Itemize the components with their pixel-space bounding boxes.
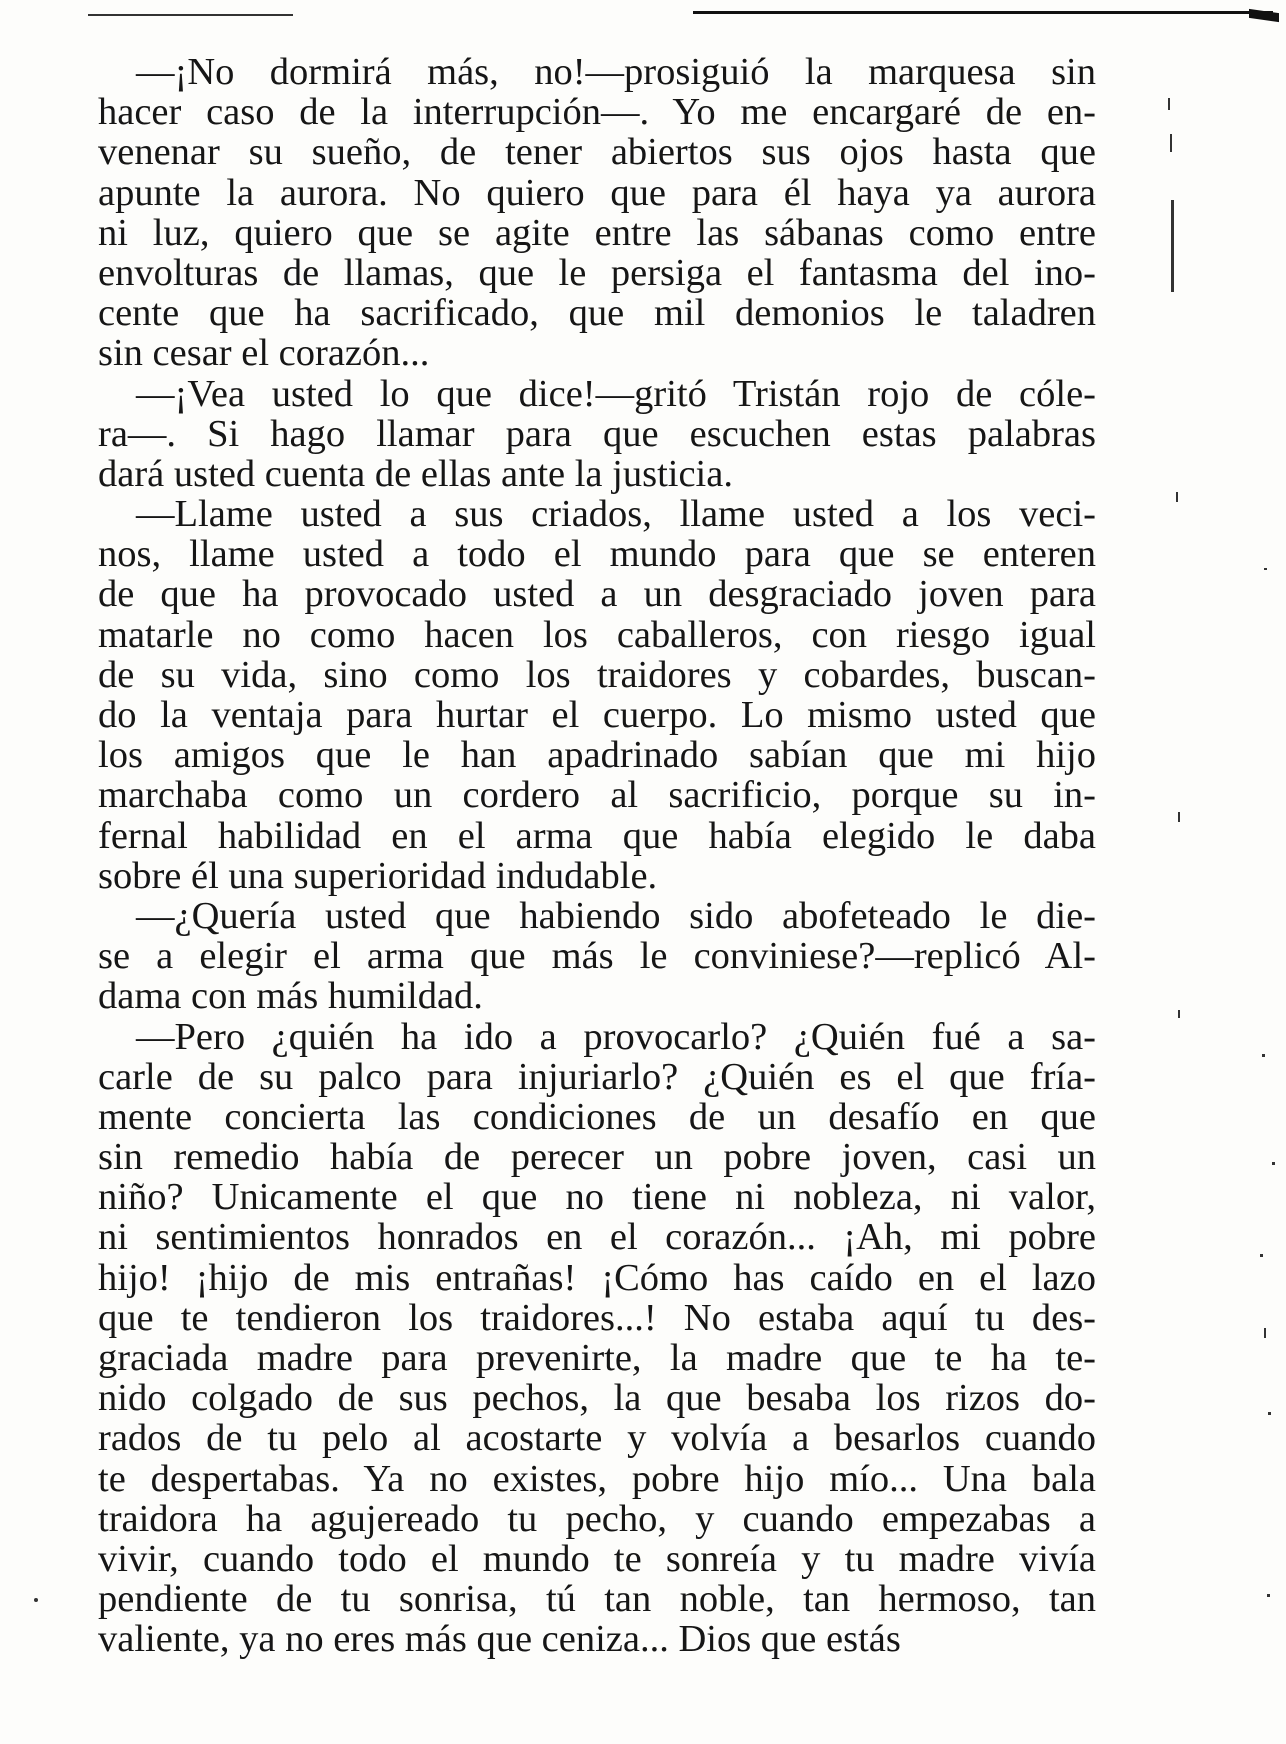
top-rule-right xyxy=(693,11,1273,14)
margin-speck xyxy=(1170,134,1172,152)
text-line: —Llame usted a sus criados, llame usted a los veci- xyxy=(136,493,1096,536)
text-line: sin remedio había de perecer un pobre joven, casi un xyxy=(98,1136,1096,1179)
text-line: do la ventaja para hurtar el cuerpo. Lo mismo usted que xyxy=(98,694,1096,736)
text-line: traidora ha agujereado tu pecho, y cuando empezabas a xyxy=(98,1497,1096,1540)
text-line: ni luz, quiero que se agite entre las sábanas como entre xyxy=(98,211,1096,254)
margin-speck xyxy=(1171,200,1174,292)
text-line: —¿Quería usted que habiendo sido abofeteado le die- xyxy=(136,894,1096,937)
text-line: vivir, cuando todo el mundo te sonreía y tu madre vivía xyxy=(98,1537,1096,1580)
top-rule-left xyxy=(88,14,293,16)
text-line: ra—. Si hago llamar para que escuchen estas palabras xyxy=(98,412,1096,455)
text-line: sin cesar el corazón... xyxy=(98,332,430,375)
body-text xyxy=(98,52,1096,1660)
text-line: dama con más humildad. xyxy=(98,975,483,1018)
paragraph xyxy=(98,374,1096,495)
text-line: venenar su sueño, de tener abiertos sus ojos hasta que xyxy=(98,131,1096,174)
margin-speck xyxy=(1268,1412,1271,1415)
text-line: se a elegir el arma que más le conviniese?—replicó Al- xyxy=(98,935,1096,978)
text-line: —Pero ¿quién ha ido a provocarlo? ¿Quién fué a sa- xyxy=(136,1015,1096,1058)
margin-speck xyxy=(1176,492,1178,502)
text-line: de su vida, sino como los traidores y cobardes, buscan- xyxy=(98,653,1096,696)
margin-speck xyxy=(1264,1328,1266,1338)
margin-speck xyxy=(1178,812,1180,822)
text-line: te despertabas. Ya no existes, pobre hijo mío... Una bala xyxy=(98,1457,1096,1500)
paragraph xyxy=(98,52,1096,374)
margin-speck xyxy=(1260,1254,1263,1257)
margin-speck xyxy=(1168,98,1170,110)
text-line: cente que ha sacrificado, que mil demonios le taladren xyxy=(98,292,1096,335)
text-line: nido colgado de sus pechos, la que besaba los rizos do- xyxy=(98,1377,1096,1420)
margin-speck xyxy=(1264,568,1267,570)
margin-speck xyxy=(1178,1010,1180,1018)
text-line: marchaba como un cordero al sacrificio, porque su in- xyxy=(98,774,1096,817)
text-line: fernal habilidad en el arma que había elegido le daba xyxy=(98,814,1096,857)
text-line: rados de tu pelo al acostarte y volvía a besarlos cuando xyxy=(98,1417,1096,1460)
text-line: graciada madre para prevenirte, la madre que te ha te- xyxy=(98,1337,1096,1379)
text-line: ni sentimientos honrados en el corazón... ¡Ah, mi pobre xyxy=(98,1216,1096,1259)
text-line: nos, llame usted a todo el mundo para que se enteren xyxy=(98,533,1096,576)
text-line: pendiente de tu sonrisa, tú tan noble, tan hermoso, tan xyxy=(98,1578,1096,1621)
paragraph xyxy=(98,494,1096,896)
text-line: sobre él una superioridad indudable. xyxy=(98,854,658,897)
text-line: apunte la aurora. No quiero que para él haya ya aurora xyxy=(98,171,1096,214)
text-line: matarle no como hacen los caballeros, con riesgo igual xyxy=(98,613,1096,656)
text-line: de que ha provocado usted a un desgraciado joven para xyxy=(98,573,1096,616)
margin-speck xyxy=(1267,1594,1270,1597)
margin-speck xyxy=(1272,1162,1275,1165)
text-line: dará usted cuenta de ellas ante la justicia. xyxy=(98,452,733,495)
margin-speck xyxy=(1262,1054,1265,1057)
text-line: —¡Vea usted lo que dice!—gritó Tristán rojo de cóle- xyxy=(136,372,1096,415)
paragraph xyxy=(98,896,1096,1017)
text-line: mente concierta las condiciones de un desafío en que xyxy=(98,1095,1096,1138)
text-line: valiente, ya no eres más que ceniza... Dios que estás xyxy=(98,1618,901,1661)
text-line: envolturas de llamas, que le persiga el fantasma del ino- xyxy=(98,251,1096,294)
text-line: hacer caso de la interrupción—. Yo me encargaré de en- xyxy=(98,91,1096,134)
text-line: que te tendieron los traidores...! No estaba aquí tu des- xyxy=(98,1296,1096,1339)
paragraph xyxy=(98,1017,1096,1660)
text-line: niño? Unicamente el que no tiene ni nobleza, ni valor, xyxy=(98,1176,1096,1219)
text-line: —¡No dormirá más, no!—prosiguió la marquesa sin xyxy=(136,51,1096,93)
text-line: carle de su palco para injuriarlo? ¿Quién es el que fría- xyxy=(98,1055,1096,1098)
text-line: los amigos que le han apadrinado sabían que mi hijo xyxy=(98,734,1096,777)
margin-speck xyxy=(34,1598,38,1602)
text-line: hijo! ¡hijo de mis entrañas! ¡Cómo has caído en el lazo xyxy=(98,1256,1096,1299)
